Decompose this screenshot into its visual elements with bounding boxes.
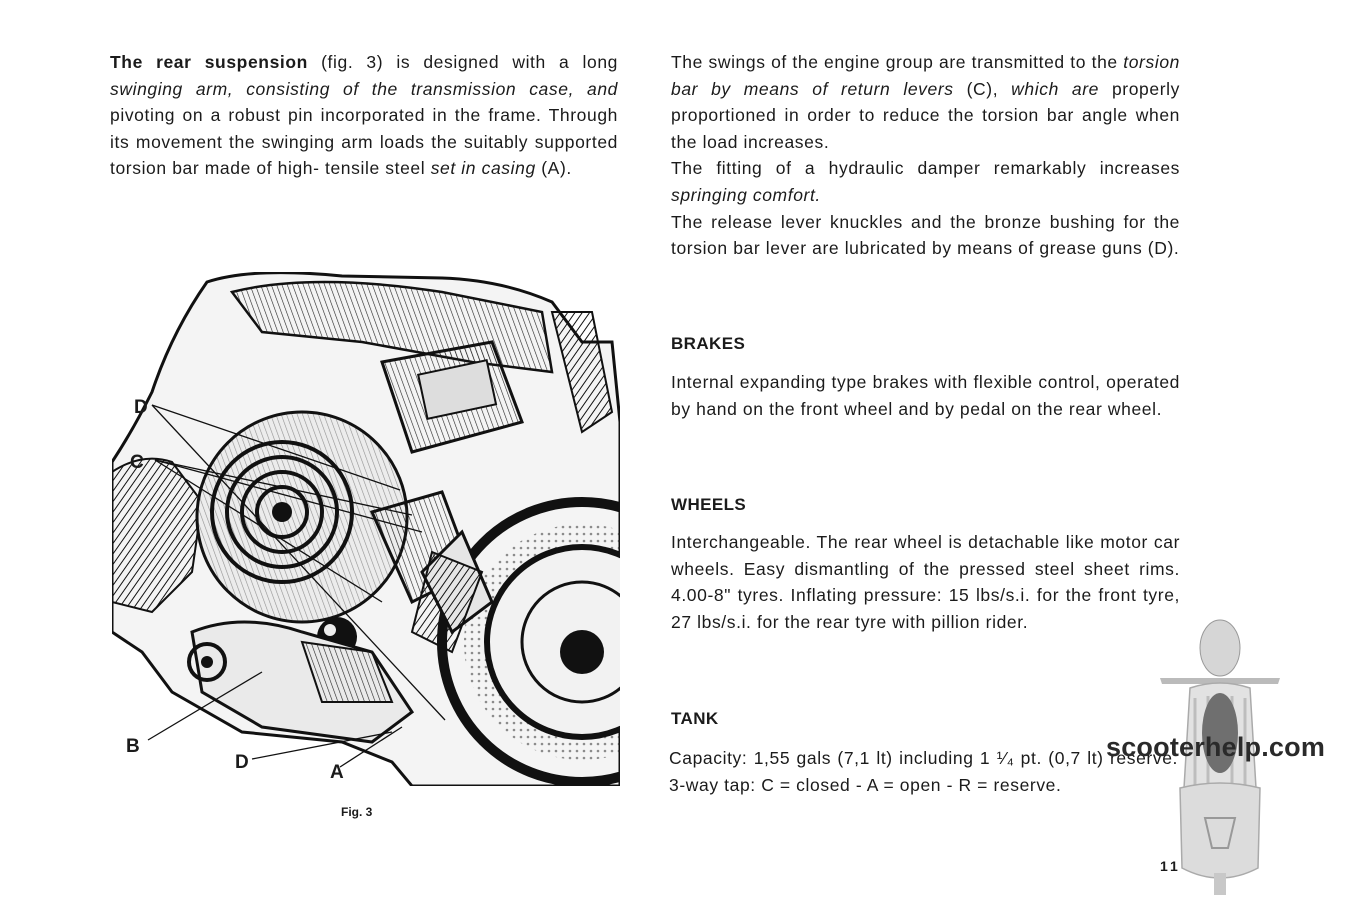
wheels-heading: WHEELS [671,495,747,514]
italic-run: which are [1011,78,1099,99]
figure-caption: Fig. 3 [341,805,373,819]
italic-run: springing comfort. [671,184,821,205]
tank-text: Capacity: 1,55 gals (7,1 lt) including 1 ¹⁄₄ pt. (0,7 lt) reserve. 3-way tap: C = closed - A = open - R = reserve. [669,748,1178,795]
callout-d-lower: D [235,752,249,773]
callout-c: C [130,452,144,473]
callout-a: A [330,762,344,783]
damper-paragraph [671,155,1180,208]
text-run: The swings of the engine group are transmitted to the [671,52,1124,72]
swings-paragraph [671,49,1180,155]
brakes-text: Internal expanding type brakes with flexible control, operated by hand on the front wheel and by pedal on the rear wheel. [671,372,1180,419]
callout-b: B [126,736,140,757]
rear-suspension-text [110,49,618,182]
rear-suspension-paragraph [110,49,618,182]
lubrication-paragraph: The release lever knuckles and the bronze bushing for the torsion bar lever are lubricated by means of grease guns (D). [671,211,1180,259]
italic-run: torsion bar by means of return levers [671,52,1180,99]
wheels-text: Interchangeable. The rear wheel is detachable like motor car wheels. Easy dismantling of the pressed steel sheet rims. 4.00-8" tyres. Inflating pressure: 15 lbs/s.i. for the front tyre, 27 lbs/s.i. for the rear tyre with pillion rider. [671,532,1180,632]
callout-d-upper: D [134,397,148,418]
italic-run: swinging arm, consisting of the transmission case, and [110,78,618,99]
tank-heading: TANK [671,709,719,728]
text-run: properly proportioned in order to reduce the torsion bar angle when the load increases. [671,78,1180,152]
watermark-text: scooterhelp.com [1106,732,1326,762]
text-run: (fig. 3) is designed with a long [307,52,618,72]
page-number: 11 [1160,858,1181,874]
italic-run: set in casing [430,158,536,179]
text-run: (C), [953,78,1012,99]
brakes-heading: BRAKES [671,334,746,353]
right-column-intro [671,49,1180,262]
engine-illustration [112,272,620,786]
text-run: pivoting on a robust pin incorporated in the frame. Through its movement the swinging arm loads the suitably supported torsion bar made of high- tensile steel [110,105,618,179]
text-run: The fitting of a hydraulic damper remarkably increases [671,158,1180,179]
rear-suspension-figure [112,272,620,786]
rear-suspension-lead: The rear suspension [110,52,308,72]
text-run: (A). [535,158,572,179]
